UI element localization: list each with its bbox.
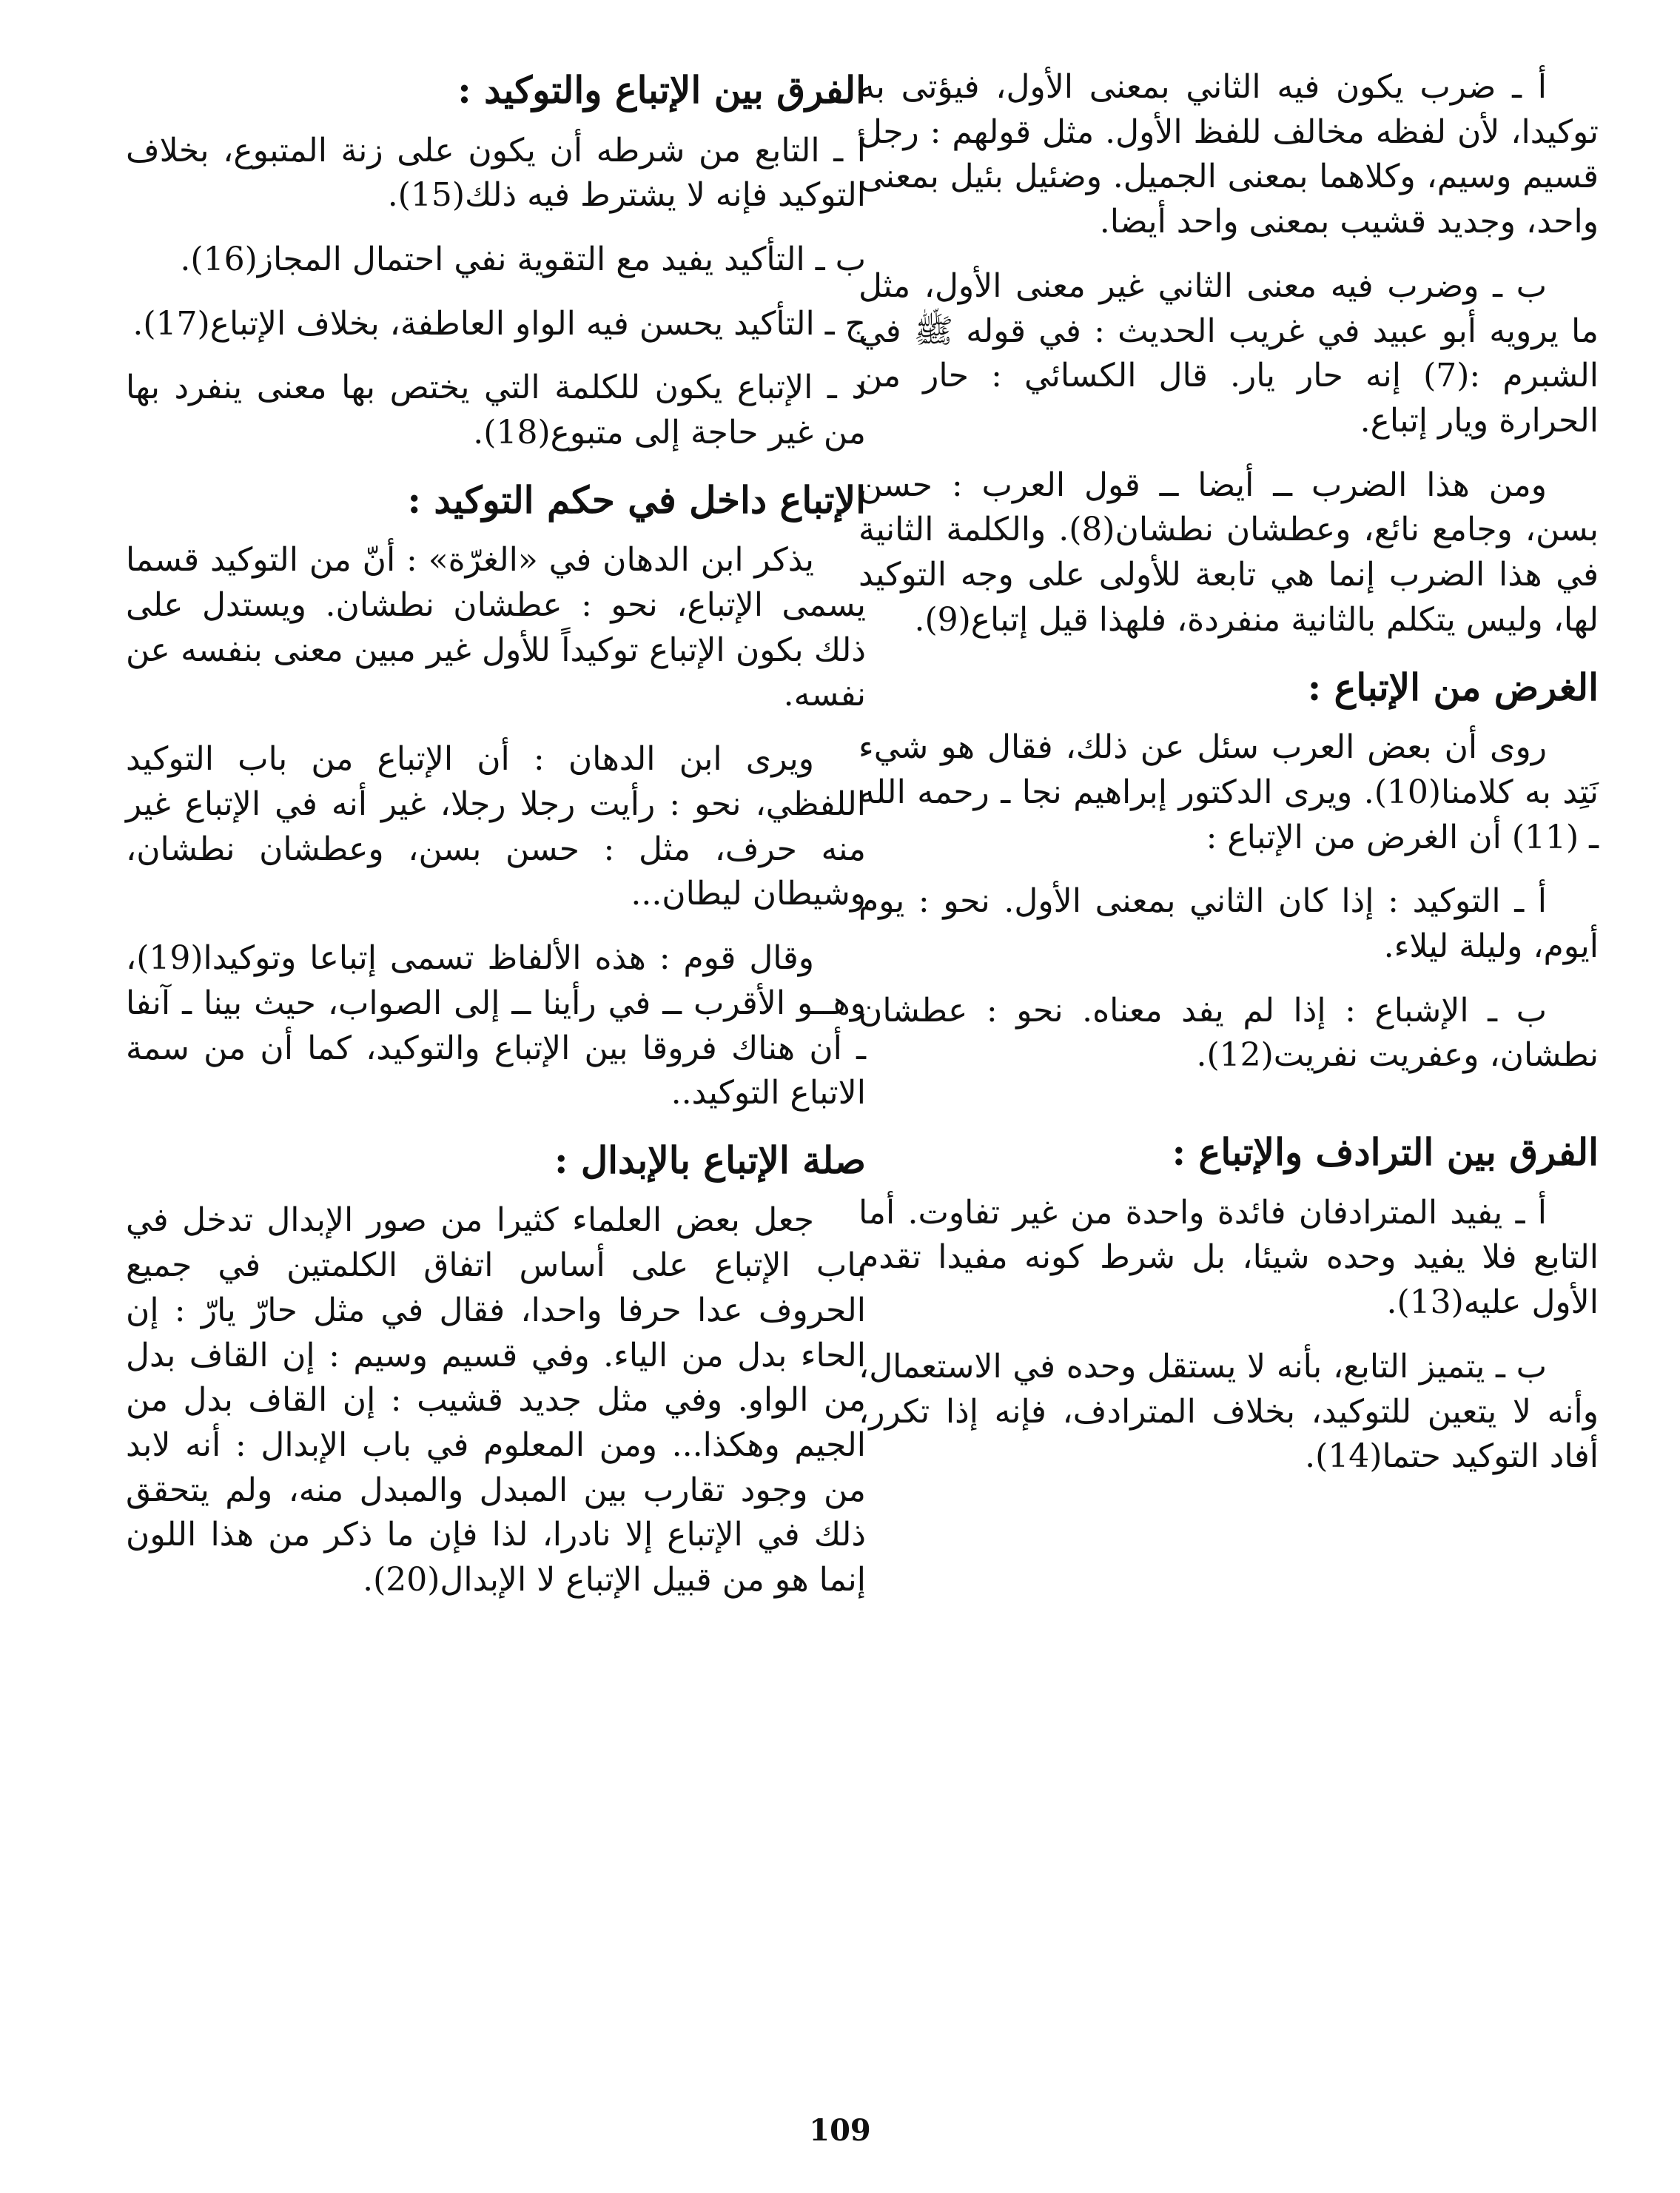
paragraph: أ ـ التوكيد : إذا كان الثاني بمعنى الأول. نحو : يوم أيوم، وليلة ليلاء.: [859, 882, 1599, 965]
paragraph: ومن هذا الضرب ــ أيضا ــ قول العرب : حسن بسن، وجامع نائع، وعطشان نطشان(8). والكلمة الثانية في هذا الضرب إنما هي تابعة للأولى على وجه التوكيد لها، وليس يتكلم بالثانية منفردة، فلهذا قيل إتباع(9).: [859, 466, 1599, 639]
section-heading: الفرق بين الترادف والإتباع :: [1172, 1130, 1599, 1175]
paragraph: أ ـ يفيد المترادفان فائدة واحدة من غير تفاوت. أما التابع فلا يفيد وحده شيئا، بل شرط كونه مفيدا تقدم الأول عليه(13).: [859, 1193, 1599, 1322]
paragraph: ج ـ التأكيد يحسن فيه الواو العاطفة، بخلاف الإتباع(17).: [132, 304, 866, 343]
left-column: [126, 65, 866, 1622]
right-column: [859, 65, 1599, 1499]
paragraph: ويرى ابن الدهان : أن الإتباع من باب التوكيد اللفظي، نحو : رأيت رجلا رجلا، غير أنه في الإتباع غير منه حرف، مثل : حسن بسن، وعطشان نطشان، وشيطان ليطان...: [126, 740, 866, 913]
paragraph: ب ـ التأكيد يفيد مع التقوية نفي احتمال المجاز(16).: [180, 240, 866, 278]
section-heading: الفرق بين الإتباع والتوكيد :: [457, 68, 866, 112]
section-heading: الإتباع داخل في حكم التوكيد :: [407, 477, 866, 522]
paragraph: ب ـ الإشباع : إذا لم يفد معناه. نحو : عطشان نطشان، وعفريت نفريت(12).: [859, 991, 1599, 1075]
paragraph: وقال قوم : هذه الألفاظ تسمى إتباعا وتوكيدا(19)، وهــو الأقرب ــ في رأينا ــ إلى الصواب، حيث بينا ـ آنفا ـ أن هناك فروقا بين الإتباع والتوكيد، كما أن من سمة الاتباع التوكيد..: [126, 939, 866, 1112]
paragraph: روى أن بعض العرب سئل عن ذلك، فقال هو شيء نَتِد به كلامنا(10). ويرى الدكتور إبراهيم نجا ـ رحمه الله ـ (11) أن الغرض من الإتباع :: [859, 728, 1599, 856]
paragraph: ب ـ يتميز التابع، بأنه لا يستقل وحده في الاستعمال، وأنه لا يتعين للتوكيد، بخلاف المترادف، فإنه إذا تكرر، أفاد التوكيد حتما(14).: [859, 1347, 1599, 1476]
page-number: 109: [809, 2113, 871, 2148]
section-heading: الغرض من الإتباع :: [1307, 665, 1599, 709]
paragraph: جعل بعض العلماء كثيرا من صور الإبدال تدخل في باب الإتباع على أساس اتفاق الكلمتين في جميع الحروف عدا حرفا واحدا، فقال في مثل حارّ يارّ : إن الحاء بدل من الياء. وفي قسيم وسيم : إن القاف بدل من الواو. وفي مثل جديد قشيب : إن القاف بدل من الجيم وهكذا... ومن المعلوم في باب الإبدال : أنه لابد من وجود تقارب بين المبدل والمبدل منه، ولم يتحقق ذلك في الإتباع إلا نادرا، لذا فإن ما ذكر من هذا اللون إنما هو من قبيل الإتباع لا الإبدال(20).: [126, 1201, 866, 1599]
paragraph: د ـ الإتباع يكون للكلمة التي يختص بها معنى ينفرد بها من غير حاجة إلى متبوع(18).: [126, 369, 866, 452]
section-heading: صلة الإتباع بالإبدال :: [554, 1138, 866, 1182]
spacer: [859, 1098, 1599, 1127]
paragraph: ب ـ وضرب فيه معنى الثاني غير معنى الأول، مثل ما يرويه أبو عبيد في غريب الحديث : في قوله ﷺ في الشبرم :(7) إنه حار يار. قال الكسائي : حار من الحرارة ويار إتباع.: [859, 266, 1599, 440]
paragraph: يذكر ابن الدهان في «الغرّة» : أنّ من التوكيد قسما يسمى الإتباع، نحو : عطشان نطشان. ويستدل على ذلك بكون الإتباع توكيداً للأول غير مبين معنى بنفسه عن نفسه.: [126, 541, 866, 714]
paragraph: أ ـ التابع من شرطه أن يكون على زنة المتبوع، بخلاف التوكيد فإنه لا يشترط فيه ذلك(15).: [126, 131, 866, 215]
paragraph: أ ـ ضرب يكون فيه الثاني بمعنى الأول، فيؤتى به توكيدا، لأن لفظه مخالف للفظ الأول. مثل قولهم : رجل قسيم وسيم، وكلاهما بمعنى الجميل. وضئيل بئيل بمعنى واحد، وجديد قشيب بمعنى واحد أيضا.: [859, 68, 1599, 241]
